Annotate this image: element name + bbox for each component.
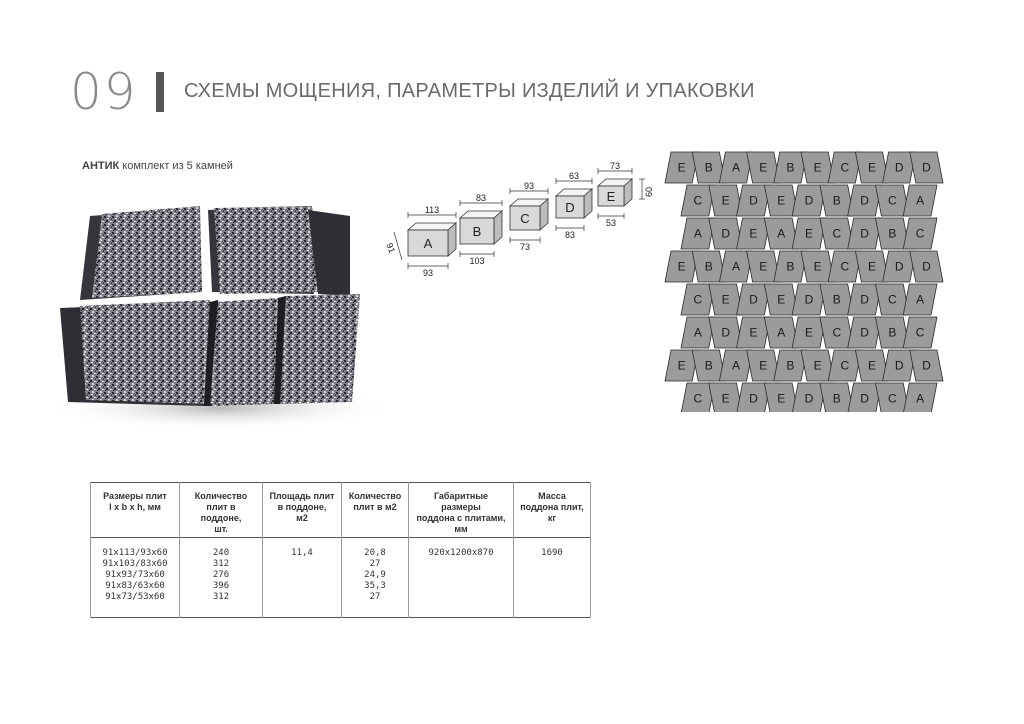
cell-area: 11,4 xyxy=(263,538,342,618)
dim-bottom-label: 73 xyxy=(519,242,531,252)
stone-letter: A xyxy=(916,193,925,208)
stone-letter: E xyxy=(677,358,686,373)
stone-letter: A xyxy=(731,160,741,175)
block-letter: C xyxy=(520,211,530,226)
stone-letter: C xyxy=(840,259,850,274)
stone-letter: E xyxy=(867,259,877,274)
stone-letter: B xyxy=(888,325,897,340)
stone-letter: E xyxy=(813,160,822,175)
product-name: АНТИК xyxy=(82,160,120,172)
stone-letter: E xyxy=(777,292,786,307)
stone-letter: E xyxy=(867,160,877,175)
cell-per-m2: 20,8 27 24,9 35,3 27 xyxy=(342,538,409,618)
stone-letter: D xyxy=(894,259,904,274)
stone-letter: C xyxy=(840,358,850,373)
product-subtitle: комплект из 5 камней xyxy=(122,160,233,172)
block-c xyxy=(510,181,548,252)
header-mass: Масса поддона плит, кг xyxy=(514,483,591,538)
stone-letter: E xyxy=(777,193,786,208)
stone-letter: A xyxy=(693,325,702,340)
spec-table xyxy=(90,482,591,618)
stone-letter: E xyxy=(749,226,758,241)
block-a xyxy=(408,205,456,278)
stone-letter: D xyxy=(749,391,758,406)
stone-letter: E xyxy=(813,259,822,274)
block-d xyxy=(556,171,592,240)
block-letter: E xyxy=(606,189,616,204)
stone-letter: D xyxy=(860,391,869,406)
header-sizes: Размеры плит l x b x h, мм xyxy=(91,483,180,538)
header-per-m2: Количество плит в м2 xyxy=(342,483,409,538)
stone-letter: E xyxy=(721,292,730,307)
stone-letter: D xyxy=(894,358,904,373)
stone-letter: E xyxy=(813,358,822,373)
stone-letter: A xyxy=(693,226,702,241)
stone-letter: C xyxy=(693,391,703,406)
dim-top-label: 83 xyxy=(475,193,487,203)
stone-letter: D xyxy=(922,259,931,274)
block-letter: B xyxy=(472,224,482,239)
block-e xyxy=(598,161,632,228)
dim-top-label: 63 xyxy=(568,171,580,181)
stone-letter: C xyxy=(915,226,925,241)
dim-bottom-label: 53 xyxy=(605,218,617,228)
dim-width-label: 91 xyxy=(384,241,398,255)
stone-letter: B xyxy=(832,391,841,406)
stone-letter: E xyxy=(721,193,730,208)
stone-letter: D xyxy=(749,292,758,307)
pattern-row xyxy=(681,284,937,315)
table-row xyxy=(91,538,591,618)
cell-pallet-dims: 920x1200x870 xyxy=(409,538,514,618)
stone-letter: E xyxy=(749,325,758,340)
stone-letter: E xyxy=(804,325,814,340)
pattern-row xyxy=(665,152,943,183)
stone-letter: A xyxy=(731,259,741,274)
stone-letter: D xyxy=(804,292,814,307)
stone-letter: D xyxy=(860,226,869,241)
block-b xyxy=(460,193,502,266)
stone-letter: A xyxy=(731,358,741,373)
stone-letter: C xyxy=(693,193,703,208)
pattern-row xyxy=(665,251,943,282)
stone-letter: B xyxy=(888,226,897,241)
header-divider xyxy=(156,72,164,112)
stone-letter: D xyxy=(860,325,869,340)
stone-letter: E xyxy=(677,160,686,175)
stone-letter: B xyxy=(704,259,713,274)
stone-letter: E xyxy=(867,358,877,373)
stone-letter: E xyxy=(777,391,786,406)
stone-letter: A xyxy=(777,325,786,340)
header-pallet-dims: Габаритные размеры поддона с плитами, мм xyxy=(409,483,514,538)
stone-letter: D xyxy=(749,193,758,208)
stone-letter: C xyxy=(693,292,703,307)
dim-top-label: 93 xyxy=(523,181,535,191)
stone-letter: E xyxy=(759,259,768,274)
stone-letter: D xyxy=(922,358,931,373)
stone-letter: E xyxy=(804,226,814,241)
stone-letter: C xyxy=(887,193,897,208)
stone-letter: D xyxy=(922,160,931,175)
stone-letter: D xyxy=(721,226,731,241)
stone-letter: D xyxy=(804,193,814,208)
dim-height-label: 60 xyxy=(644,186,654,198)
stone-letter: C xyxy=(832,325,842,340)
pattern-row xyxy=(665,350,943,381)
table-header-row xyxy=(91,483,591,538)
dim-bottom-label: 93 xyxy=(422,268,434,278)
stone-letter: E xyxy=(677,259,686,274)
stone-letter: C xyxy=(887,292,897,307)
stone-letter: A xyxy=(916,292,925,307)
page-title: СХЕМЫ МОЩЕНИЯ, ПАРАМЕТРЫ ИЗДЕЛИЙ И УПАКОВКИ xyxy=(184,80,755,102)
header-qty: Количество плит в поддоне, шт. xyxy=(180,483,263,538)
pattern-row xyxy=(681,185,937,216)
paving-scheme xyxy=(664,150,948,412)
stone-letter: A xyxy=(916,391,925,406)
stones-photo xyxy=(50,196,380,426)
blocks-dimension-diagram xyxy=(360,158,660,288)
stone-letter: D xyxy=(804,391,814,406)
stone-letter: A xyxy=(777,226,786,241)
stone-letter: B xyxy=(832,292,841,307)
product-label xyxy=(82,160,233,172)
dim-bottom-label: 83 xyxy=(564,230,576,240)
stone-letter: B xyxy=(704,358,713,373)
block-letter: A xyxy=(423,236,433,251)
stone-letter: C xyxy=(840,160,850,175)
stone-letter: E xyxy=(759,358,768,373)
cell-sizes: 91x113/93x60 91x103/83x60 91x93/73x60 91x83/63x60 91x73/53x60 xyxy=(91,538,180,618)
block-letter: D xyxy=(565,200,575,215)
stone-letter: B xyxy=(704,160,713,175)
stone-letter: D xyxy=(860,193,869,208)
stone-letter: C xyxy=(887,391,897,406)
stone-letter: B xyxy=(786,259,795,274)
stone-letter: C xyxy=(915,325,925,340)
stone-letter: E xyxy=(759,160,768,175)
pattern-row xyxy=(681,218,937,249)
dim-top-label: 113 xyxy=(424,205,440,215)
stone-letter: E xyxy=(721,391,730,406)
pattern-row xyxy=(681,383,937,412)
cell-mass: 1690 xyxy=(514,538,591,618)
stone-letter: D xyxy=(894,160,904,175)
stone-letter: B xyxy=(832,193,841,208)
stone-letter: D xyxy=(860,292,869,307)
header-area: Площадь плит в поддоне, м2 xyxy=(263,483,342,538)
cell-qty: 240 312 276 396 312 xyxy=(180,538,263,618)
stone-letter: D xyxy=(721,325,731,340)
dim-bottom-label: 103 xyxy=(469,256,485,266)
stone-letter: B xyxy=(786,358,795,373)
section-number: 09 xyxy=(70,63,138,121)
dim-top-label: 73 xyxy=(609,161,621,171)
stone-letter: B xyxy=(786,160,795,175)
stone-letter: C xyxy=(832,226,842,241)
pattern-row xyxy=(681,317,937,348)
